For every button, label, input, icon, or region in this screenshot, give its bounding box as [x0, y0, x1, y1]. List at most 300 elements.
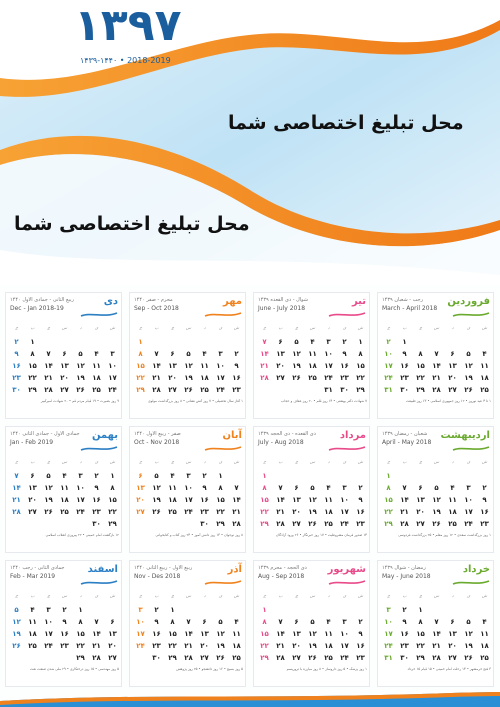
day-cell: ۲۷ — [60, 386, 69, 394]
day-cell: ۱۰ — [464, 496, 473, 504]
weekday-header — [9, 593, 120, 601]
day-cell: ۲۹ — [356, 386, 365, 394]
gregorian-range: May - June 2018 — [382, 573, 431, 580]
weekday-label: چ — [294, 325, 300, 330]
holiday-notes: ۳ فتح خرمشهر • ۱۴ رحلت امام خمینی • ۱۵ قیام ۱۵ خرداد — [407, 667, 491, 671]
hijri-range: رجب - شعبان ۱۴۳۹ — [382, 297, 424, 303]
day-cell: ۲۰ — [60, 374, 69, 382]
day-cell — [289, 471, 304, 481]
month-underline-swash — [203, 312, 243, 318]
day-cell: ۱۰ — [384, 350, 393, 358]
day-cell: ۱۹ — [432, 508, 441, 516]
day-cell: ۷ — [402, 484, 407, 492]
day-cell: ۶ — [294, 618, 299, 626]
weekday-label: س — [309, 459, 317, 464]
day-cell: ۲۷ — [136, 508, 145, 516]
weekday-label: پ — [278, 593, 285, 598]
day-cell: ۳ — [386, 606, 391, 614]
day-cell — [197, 605, 212, 615]
day-cell: ۲۲ — [384, 508, 393, 516]
day-cell: ۱۸ — [168, 496, 177, 504]
holiday-notes: ۸ روز نوجوان • ۱۳ روز دانش آموز • ۲۴ روز کتاب و کتابخوانی — [155, 533, 243, 537]
day-cell: ۲۴ — [384, 642, 393, 650]
day-cell: ۲۳ — [152, 642, 161, 650]
gregorian-range: April - May 2018 — [382, 439, 432, 446]
day-cell: ۱۳ — [276, 350, 285, 358]
weekday-label: ج — [14, 459, 20, 464]
day-cell: ۱۳ — [292, 496, 301, 504]
day-cell: ۲۵ — [232, 654, 241, 662]
day-cell — [445, 337, 460, 347]
day-cell — [413, 337, 428, 347]
day-cell: ۳ — [138, 606, 143, 614]
day-cell: ۱۴ — [152, 362, 161, 370]
day-cell — [273, 471, 288, 481]
day-cell — [89, 337, 104, 347]
week-row — [133, 495, 244, 505]
day-cell: ۲۹ — [216, 520, 225, 528]
day-cell: ۱۶ — [232, 374, 241, 382]
day-cell: ۲۶ — [216, 654, 225, 662]
weekday-label: ی — [342, 459, 348, 464]
day-cell: ۲ — [342, 338, 347, 346]
weekday-label: س — [61, 459, 69, 464]
weekday-header — [133, 325, 244, 333]
day-cell: ۲۳ — [340, 374, 349, 382]
weekday-label: د — [327, 459, 332, 464]
day-cell: ۲۹ — [76, 654, 85, 662]
week-row — [133, 617, 244, 627]
day-cell: ۱۲ — [432, 496, 441, 504]
day-cell: ۲۴ — [108, 386, 117, 394]
day-cell — [229, 471, 244, 481]
day-cell: ۲ — [154, 606, 159, 614]
day-cell: ۲۲ — [108, 508, 117, 516]
weekday-label: د — [203, 459, 208, 464]
month-card — [5, 292, 122, 419]
day-cell: ۱۷ — [136, 630, 145, 638]
day-cell: ۱۶ — [356, 642, 365, 650]
month-header — [378, 293, 494, 323]
day-cell: ۲۳ — [12, 374, 21, 382]
day-cell: ۲۶ — [464, 386, 473, 394]
day-cell: ۷ — [234, 484, 239, 492]
day-cell: ۱۷ — [340, 508, 349, 516]
day-cell — [105, 605, 120, 615]
day-cell: ۳۰ — [400, 654, 409, 662]
month-card — [253, 292, 370, 419]
month-name: آذر — [227, 564, 242, 575]
day-cell: ۲۱ — [44, 374, 53, 382]
day-cell: ۲۳ — [400, 374, 409, 382]
day-cell: ۲ — [402, 606, 407, 614]
month-name: مرداد — [339, 430, 366, 441]
day-cell — [257, 385, 272, 395]
day-cell: ۲۴ — [324, 374, 333, 382]
day-cell: ۲۷ — [292, 654, 301, 662]
hijri-range: ذی القعده - ذی الحجه ۱۴۳۹ — [258, 431, 316, 437]
week-row — [9, 629, 120, 639]
footer-wave — [0, 692, 500, 707]
week-row — [133, 373, 244, 383]
weekday-label: ی — [218, 459, 224, 464]
day-cell: ۲۸ — [92, 654, 101, 662]
ad-placeholder-secondary: محل تبلیغ اختصاصی شما — [14, 213, 250, 235]
day-cell: ۲۳ — [480, 520, 489, 528]
day-cell: ۱۴ — [44, 362, 53, 370]
month-name: تیر — [351, 296, 366, 307]
day-cell: ۲ — [202, 472, 207, 480]
weekday-header — [9, 325, 120, 333]
week-row — [133, 483, 244, 493]
day-cell: ۱۸ — [308, 362, 317, 370]
day-cell: ۷ — [278, 484, 283, 492]
day-cell: ۲۱ — [152, 374, 161, 382]
week-row — [381, 617, 492, 627]
day-cell: ۱ — [170, 606, 175, 614]
week-row — [133, 653, 244, 663]
weekday-label: ج — [138, 325, 144, 330]
week-row — [257, 471, 368, 481]
day-cell: ۱۱ — [232, 630, 241, 638]
day-cell: ۴ — [482, 618, 487, 626]
day-cell: ۲۲ — [168, 642, 177, 650]
day-cell: ۱۵ — [216, 496, 225, 504]
day-cell: ۲۱ — [260, 362, 269, 370]
month-header — [378, 561, 494, 591]
day-cell: ۲۰ — [108, 642, 117, 650]
week-row — [257, 629, 368, 639]
day-cell — [273, 605, 288, 615]
day-cell: ۳۰ — [340, 386, 349, 394]
weekday-label: ج — [14, 325, 20, 330]
day-cell: ۱۳ — [448, 630, 457, 638]
week-row — [257, 653, 368, 663]
day-cell: ۲۰ — [168, 374, 177, 382]
day-cell — [213, 605, 228, 615]
day-cell: ۱۵ — [260, 630, 269, 638]
week-row — [133, 337, 244, 347]
day-cell: ۲۸ — [276, 654, 285, 662]
day-cell: ۲۷ — [416, 520, 425, 528]
day-cell: ۱۵ — [28, 362, 37, 370]
day-cell: ۱۹ — [44, 496, 53, 504]
weekday-label: س — [185, 459, 193, 464]
day-cell — [321, 605, 336, 615]
day-cell: ۲۴ — [76, 508, 85, 516]
month-card — [377, 292, 494, 419]
day-cell: ۲۱ — [92, 642, 101, 650]
year-subtitle: ۱۴۳۹-۱۴۴۰ • 2018-2019 — [80, 56, 171, 65]
day-cell: ۲۰ — [136, 496, 145, 504]
day-cell: ۱۶ — [340, 362, 349, 370]
day-cell: ۱ — [418, 606, 423, 614]
week-row — [257, 507, 368, 517]
day-cell: ۱۱ — [308, 350, 317, 358]
weekday-label: د — [79, 459, 84, 464]
day-cell — [41, 653, 56, 663]
weekday-header — [133, 459, 244, 467]
day-cell: ۸ — [358, 350, 363, 358]
gregorian-range: June - July 2018 — [258, 305, 306, 312]
day-cell: ۱۸ — [448, 508, 457, 516]
day-cell: ۵ — [310, 484, 315, 492]
day-cell: ۱۵ — [416, 630, 425, 638]
day-cell: ۶ — [278, 338, 283, 346]
day-cell: ۱۷ — [384, 630, 393, 638]
day-cell: ۱۰ — [384, 618, 393, 626]
gregorian-range: Jan - Feb 2019 — [10, 439, 54, 446]
weekday-label: چ — [294, 459, 300, 464]
day-cell: ۱۲ — [292, 350, 301, 358]
day-cell: ۳ — [186, 472, 191, 480]
week-row — [133, 361, 244, 371]
day-cell: ۸ — [170, 618, 175, 626]
day-cell: ۹ — [14, 350, 19, 358]
day-cell: ۲۷ — [276, 374, 285, 382]
weekday-label: ش — [357, 325, 365, 330]
day-cell: ۲۲ — [260, 508, 269, 516]
day-cell: ۲ — [234, 350, 239, 358]
day-cell: ۶ — [202, 618, 207, 626]
weekday-label: ش — [233, 459, 241, 464]
weekday-label: پ — [154, 459, 161, 464]
day-cell — [181, 605, 196, 615]
weekday-label: ی — [94, 593, 100, 598]
day-cell — [477, 605, 492, 615]
day-cell: ۱۱ — [480, 630, 489, 638]
day-cell: ۱۴ — [432, 362, 441, 370]
day-cell: ۳ — [342, 618, 347, 626]
week-row — [9, 519, 120, 529]
day-cell — [9, 519, 24, 529]
day-cell — [477, 471, 492, 481]
day-cell: ۱۲ — [308, 630, 317, 638]
day-cell: ۹ — [62, 618, 67, 626]
day-cell: ۲۵ — [324, 654, 333, 662]
day-cell: ۲۷ — [108, 654, 117, 662]
day-cell: ۸ — [386, 484, 391, 492]
weekday-label: ی — [342, 593, 348, 598]
day-cell: ۱۷ — [464, 508, 473, 516]
day-cell: ۱۰ — [216, 362, 225, 370]
day-cell: ۱ — [78, 606, 83, 614]
day-cell: ۴ — [234, 618, 239, 626]
hijri-range: محرم - صفر ۱۴۴۰ — [134, 297, 173, 303]
day-cell: ۲۷ — [448, 654, 457, 662]
hijri-range: صفر - ربیع الاول ۱۴۴۰ — [134, 431, 181, 437]
day-cell: ۱۲ — [76, 362, 85, 370]
month-card — [5, 426, 122, 553]
weekday-label: چ — [294, 593, 300, 598]
day-cell: ۲۷ — [28, 508, 37, 516]
week-row — [133, 641, 244, 651]
day-cell: ۲۱ — [432, 374, 441, 382]
day-cell — [133, 653, 148, 663]
day-cell: ۱۳ — [168, 362, 177, 370]
day-cell: ۲۶ — [12, 642, 21, 650]
weekday-label: چ — [46, 593, 52, 598]
day-cell: ۲۷ — [292, 520, 301, 528]
day-cell: ۱۴ — [232, 496, 241, 504]
weekday-label: د — [203, 325, 208, 330]
week-row — [9, 337, 120, 347]
month-card — [253, 426, 370, 553]
day-cell — [149, 519, 164, 529]
weekday-label: ش — [357, 459, 365, 464]
month-underline-swash — [451, 580, 491, 586]
day-cell: ۶ — [110, 618, 115, 626]
day-cell: ۷ — [278, 618, 283, 626]
month-card — [5, 560, 122, 687]
day-cell: ۱۵ — [76, 630, 85, 638]
day-cell: ۵ — [46, 472, 51, 480]
day-cell — [25, 653, 40, 663]
day-cell: ۲۰ — [292, 642, 301, 650]
day-cell: ۱۰ — [184, 484, 193, 492]
month-underline-swash — [451, 446, 491, 452]
day-cell: ۲۰ — [200, 642, 209, 650]
weekday-label: ج — [138, 459, 144, 464]
weekday-label: چ — [170, 325, 176, 330]
day-cell: ۱۴ — [276, 496, 285, 504]
day-cell — [289, 385, 304, 395]
weekday-label: س — [433, 459, 441, 464]
day-cell: ۲۹ — [260, 654, 269, 662]
day-cell: ۲۸ — [432, 386, 441, 394]
month-name: آبان — [222, 430, 242, 441]
day-cell — [429, 605, 444, 615]
day-cell: ۱۰ — [324, 350, 333, 358]
day-cell — [337, 471, 352, 481]
day-cell: ۱۹ — [216, 642, 225, 650]
week-row — [381, 337, 492, 347]
day-cell: ۱۰ — [340, 630, 349, 638]
week-row — [381, 507, 492, 517]
day-cell — [445, 471, 460, 481]
gregorian-range: March - April 2018 — [382, 305, 438, 312]
weekday-header — [381, 593, 492, 601]
hijri-range: ربیع الثانی - جمادی الاول ۱۴۴۰ — [10, 297, 74, 303]
weekday-label: ج — [386, 325, 392, 330]
day-cell: ۲۳ — [356, 520, 365, 528]
weekday-label: ج — [138, 593, 144, 598]
day-cell: ۲۸ — [276, 520, 285, 528]
day-cell: ۷ — [46, 350, 51, 358]
week-row — [9, 495, 120, 505]
week-row — [381, 361, 492, 371]
week-row — [9, 373, 120, 383]
day-cell: ۸ — [418, 618, 423, 626]
week-row — [381, 641, 492, 651]
day-cell: ۶ — [450, 618, 455, 626]
weekday-header — [9, 459, 120, 467]
month-name: مهر — [222, 296, 242, 307]
day-cell — [397, 471, 412, 481]
week-row — [133, 471, 244, 481]
weekday-label: پ — [402, 325, 409, 330]
day-cell: ۲۴ — [216, 386, 225, 394]
week-row — [381, 373, 492, 383]
day-cell: ۳۰ — [92, 520, 101, 528]
weekday-label: ش — [481, 459, 489, 464]
day-cell: ۱۸ — [480, 374, 489, 382]
weekday-label: د — [451, 593, 456, 598]
month-name: خرداد — [462, 564, 490, 575]
weekday-label: ج — [262, 459, 268, 464]
day-cell: ۲ — [358, 484, 363, 492]
day-cell: ۱۱ — [60, 484, 69, 492]
day-cell: ۱۵ — [136, 362, 145, 370]
day-cell: ۱۲ — [12, 618, 21, 626]
weekday-header — [381, 325, 492, 333]
day-cell — [461, 471, 476, 481]
day-cell — [181, 337, 196, 347]
day-cell: ۲۷ — [448, 386, 457, 394]
day-cell: ۲ — [94, 472, 99, 480]
week-row — [381, 495, 492, 505]
week-row — [381, 605, 492, 615]
day-cell: ۱۲ — [44, 484, 53, 492]
day-cell: ۴ — [94, 350, 99, 358]
day-cell: ۴ — [326, 618, 331, 626]
day-cell: ۷ — [154, 350, 159, 358]
week-row — [9, 385, 120, 395]
day-cell: ۱۱ — [168, 484, 177, 492]
day-cell: ۸ — [218, 484, 223, 492]
day-cell: ۱۶ — [356, 508, 365, 516]
day-cell: ۱۷ — [340, 642, 349, 650]
week-row — [381, 629, 492, 639]
day-cell: ۳۰ — [400, 386, 409, 394]
day-cell: ۱۰ — [136, 618, 145, 626]
day-cell: ۳ — [110, 350, 115, 358]
week-row — [133, 629, 244, 639]
day-cell — [73, 337, 88, 347]
day-cell — [229, 337, 244, 347]
day-cell — [165, 519, 180, 529]
day-cell: ۴ — [62, 472, 67, 480]
day-cell: ۶ — [62, 350, 67, 358]
day-cell: ۷ — [94, 618, 99, 626]
weekday-label: ی — [218, 325, 224, 330]
day-cell: ۲۰ — [448, 642, 457, 650]
week-row — [9, 605, 120, 615]
day-cell: ۴ — [170, 472, 175, 480]
day-cell — [413, 471, 428, 481]
week-row — [9, 641, 120, 651]
day-cell: ۲۶ — [184, 386, 193, 394]
hijri-range: شوال - ذی القعده ۱۴۳۹ — [258, 297, 308, 303]
weekday-label: چ — [46, 325, 52, 330]
day-cell: ۲۹ — [168, 654, 177, 662]
month-underline-swash — [327, 446, 367, 452]
day-cell: ۵ — [218, 618, 223, 626]
day-cell: ۲۹ — [108, 520, 117, 528]
day-cell: ۱۱ — [92, 362, 101, 370]
day-cell: ۱ — [262, 472, 267, 480]
weekday-header — [257, 325, 368, 333]
month-card — [129, 426, 246, 553]
day-cell: ۵ — [294, 338, 299, 346]
weekday-label: پ — [30, 325, 37, 330]
gregorian-range: Sep - Oct 2018 — [134, 305, 179, 312]
day-cell: ۲۹ — [416, 386, 425, 394]
day-cell: ۲۸ — [260, 374, 269, 382]
week-row — [381, 483, 492, 493]
day-cell: ۱۶ — [480, 508, 489, 516]
weekday-label: چ — [418, 593, 424, 598]
